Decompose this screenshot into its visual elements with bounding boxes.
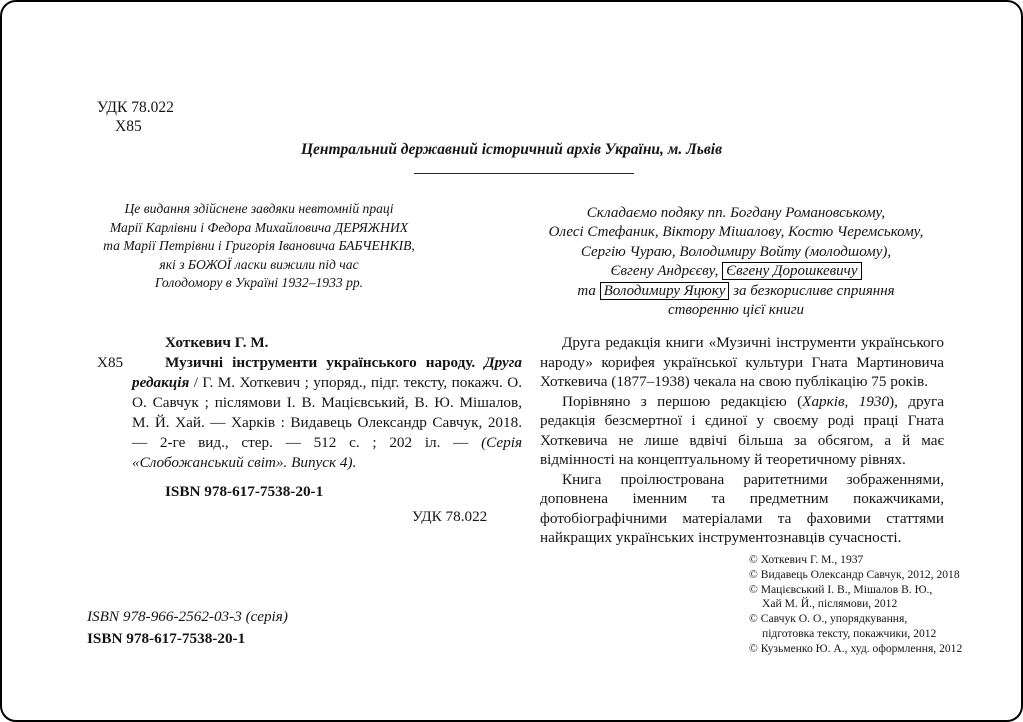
dedication-line: Голодомору в Україні 1932–1933 рр. — [154, 275, 364, 291]
acknowledgements-block — [526, 204, 946, 320]
copyright-block — [749, 553, 969, 657]
dedication-line: Марії Карлівни і Федора Михайловича ДЕРЯЖНИХ — [109, 219, 409, 235]
annotation-paragraph — [540, 392, 944, 470]
copyright-line-continuation: підготовка тексту, покажчики, 2012 — [762, 626, 937, 640]
isbn-main: ISBN 978-617-7538-20-1 — [87, 630, 246, 647]
thanks-line: Складаємо подяку пп. Богдану Романовському, — [586, 205, 886, 221]
thanks-line — [526, 262, 946, 281]
copyright-line: © Савчук О. О., упорядкування, — [749, 612, 908, 626]
thanks-text: за безкорисливе сприяння — [729, 282, 895, 299]
dedication-line: які з БОЖОЇ ласки вижили під час — [159, 256, 359, 272]
catalog-entry — [97, 353, 522, 473]
udk-classification-repeat: УДК 78.022 — [412, 508, 488, 525]
footer-isbn-block — [87, 606, 288, 650]
annotation-block — [540, 333, 944, 548]
thanks-line — [526, 282, 946, 301]
catalog-code: Х85 — [97, 354, 124, 371]
copyright-line: © Кузьменко Ю. А., худ. оформлення, 2012 — [749, 641, 963, 655]
catalog-card-block — [97, 333, 527, 502]
copyright-line: © Мацієвський І. В., Мішалов В. Ю., — [749, 582, 933, 596]
highlighted-name-box: Євгену Дорошкевичу — [722, 262, 861, 280]
dedication-block — [94, 200, 424, 293]
thanks-line: Олесі Стефаник, Віктору Мішалову, Костю Черемському, — [548, 224, 924, 241]
archive-heading: Центральний державний історичний архів України, м. Львів — [300, 141, 723, 158]
dedication-line: Це видання здійснене завдяки невтомній праці — [124, 201, 394, 216]
annotation-text: Порівняно з першою редакцією ( — [562, 392, 803, 410]
catalog-title: Музичні інструменти українського народу. — [165, 354, 476, 371]
heading-divider — [414, 173, 634, 174]
annotation-paragraph: Книга проілюстрована раритетними зображеннями, доповнена іменним та предметним покажчиками, фотобіографічними матеріалами та фаховими статтями найкращих українських інструментознавців сучасності. — [540, 470, 944, 546]
thanks-text: Євгену Андрєєву, — [610, 263, 723, 280]
dedication-line: та Марії Петрівни і Григорія Івановича БАБЧЕНКІВ, — [103, 238, 415, 254]
udk-classification: УДК 78.022 — [97, 99, 174, 116]
annotation-text: ), друга редакція безсмертної і єдиної у своєму роді праці Гната Хоткевича не лише вдвічі більша за обсягом, а й має відмінності на концептуальному й теоретичному рівнях. — [540, 392, 944, 468]
highlighted-name-box: Володимиру Яцюку — [600, 282, 730, 300]
copyright-line-continuation: Хай М. Й., післямови, 2012 — [762, 597, 898, 611]
copyright-line: © Хоткевич Г. М., 1937 — [749, 553, 864, 566]
catalog-imprint: / Г. М. Хоткевич ; упоряд., підг. тексту, покажч. О. О. Савчук ; післямови І. В. Мацієвський, В. Ю. Мішалов, М. Й. Хай. — Харків : Видавець Олександр Савчук, 2018. — 2-ге вид., стер. — 512 с. ; 202 іл. — — [132, 374, 522, 451]
thanks-line: Сергію Чураю, Володимиру Войту (молодшому), — [580, 243, 892, 260]
catalog-edition: Друга редакція — [132, 354, 522, 391]
thanks-line: створенню цієї книги — [667, 302, 805, 319]
thanks-text: та — [577, 282, 600, 299]
catalog-author: Хоткевич Г. М. — [165, 334, 269, 351]
author-sign-code: Х85 — [115, 118, 142, 135]
annotation-cited-edition: Харків, 1930 — [802, 392, 890, 410]
isbn-series: ISBN 978-966-2562-03-3 (серія) — [87, 608, 288, 625]
catalog-isbn: ISBN 978-617-7538-20-1 — [165, 483, 324, 500]
catalog-series: (Серія «Слобожанський світ». Випуск 4). — [132, 434, 522, 471]
annotation-paragraph: Друга редакція книги «Музичні інструменти українського народу» корифея української культури Гната Мартиновича Хоткевича (1877–1938) чекала на свою публікацію 75 років. — [540, 334, 944, 390]
copyright-line: © Видавець Олександр Савчук, 2012, 2018 — [749, 567, 960, 581]
